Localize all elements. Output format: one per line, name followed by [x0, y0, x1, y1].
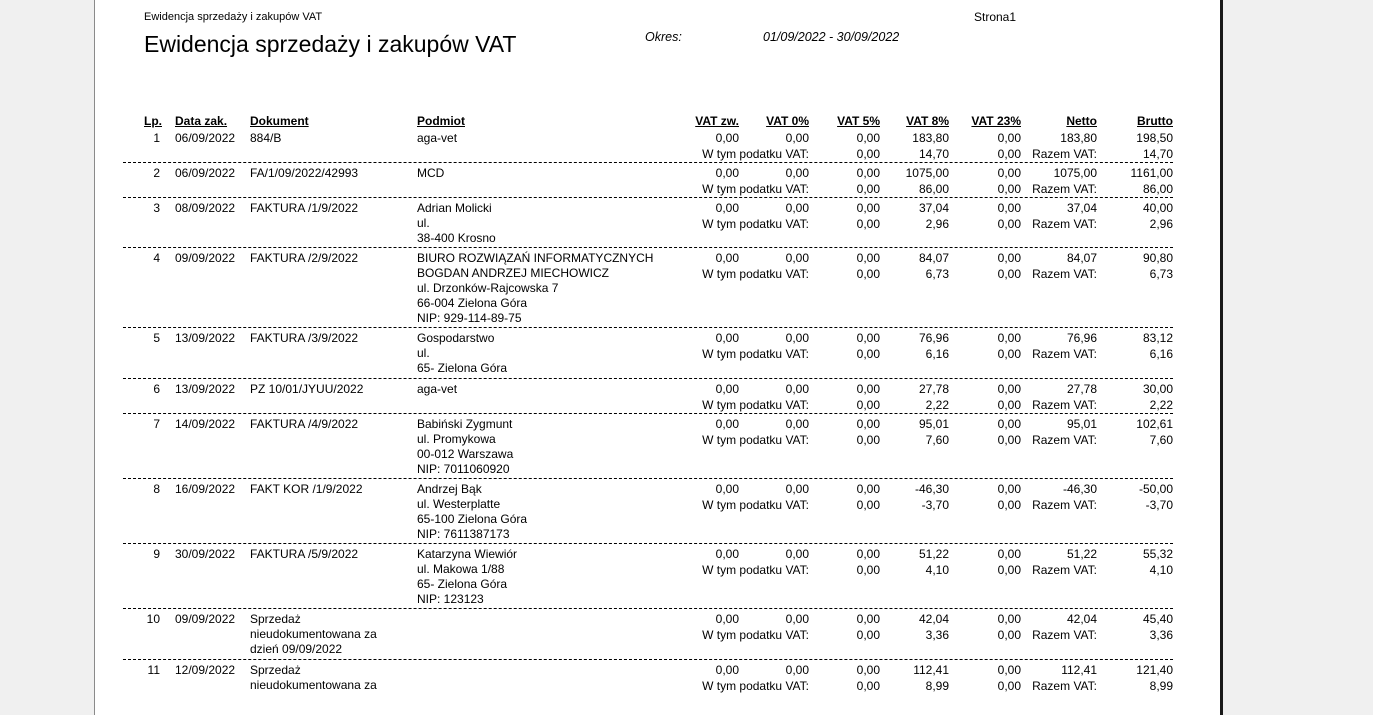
row-tax-5: 0,00: [856, 267, 880, 281]
row-tax-8: 3,36: [925, 628, 949, 642]
row-document-line: FAKTURA /2/9/2022: [250, 251, 359, 265]
row-separator: [123, 478, 1173, 479]
row-in-tax-label: W tym podatku VAT:: [702, 563, 809, 577]
row-lp: 8: [153, 482, 160, 496]
row-brutto: 55,32: [1142, 547, 1173, 561]
row-tax-8: 2,22: [925, 398, 949, 412]
row-tax-23: 0,00: [997, 498, 1021, 512]
row-date: 08/09/2022: [175, 201, 236, 215]
row-tax-8: 6,16: [925, 347, 949, 361]
row-subject-line: BOGDAN ANDRZEJ MIECHOWICZ: [417, 266, 610, 280]
row-subject-line: ul.: [417, 216, 430, 230]
row-vat-23: 0,00: [997, 663, 1021, 677]
row-vat-0: 0,00: [785, 251, 809, 265]
row-lp: 9: [153, 547, 160, 561]
row-vat-8: 42,04: [918, 612, 949, 626]
row-vat-23: 0,00: [997, 166, 1021, 180]
row-vat-5: 0,00: [856, 612, 880, 626]
row-netto: 95,01: [1066, 417, 1097, 431]
row-total-vat: 8,99: [1149, 679, 1173, 693]
row-vat-8: 84,07: [918, 251, 949, 265]
row-lp: 5: [153, 331, 160, 345]
row-tax-23: 0,00: [997, 563, 1021, 577]
row-tax-23: 0,00: [997, 217, 1021, 231]
row-subject-line: Babiński Zygmunt: [417, 417, 513, 431]
row-total-vat-label: Razem VAT:: [1032, 498, 1097, 512]
row-tax-23: 0,00: [997, 267, 1021, 281]
row-netto: 51,22: [1066, 547, 1097, 561]
row-brutto: 198,50: [1136, 131, 1173, 145]
row-tax-5: 0,00: [856, 628, 880, 642]
row-vat-zw: 0,00: [715, 612, 739, 626]
row-document-line: nieudokumentowana za: [250, 678, 377, 692]
row-vat-0: 0,00: [785, 201, 809, 215]
row-subject-line: NIP: 123123: [417, 592, 484, 606]
row-tax-23: 0,00: [997, 433, 1021, 447]
row-vat-8: 37,04: [918, 201, 949, 215]
row-tax-5: 0,00: [856, 147, 880, 161]
row-vat-5: 0,00: [856, 251, 880, 265]
row-document-line: FAKTURA /4/9/2022: [250, 417, 359, 431]
row-subject-line: ul.: [417, 346, 430, 360]
row-separator: [123, 247, 1173, 248]
row-vat-23: 0,00: [997, 417, 1021, 431]
row-total-vat: 6,73: [1149, 267, 1173, 281]
col-date: Data zak.: [175, 114, 228, 128]
row-lp: 2: [153, 166, 160, 180]
row-document-line: Sprzedaż: [250, 612, 301, 626]
row-subject-line: 65- Zielona Góra: [417, 361, 508, 375]
row-subject-line: ul. Westerplatte: [417, 497, 501, 511]
row-brutto: 90,80: [1142, 251, 1173, 265]
row-document-line: FAKT KOR /1/9/2022: [250, 482, 363, 496]
row-date: 09/09/2022: [175, 612, 236, 626]
row-subject-line: Andrzej Bąk: [417, 482, 482, 496]
row-vat-0: 0,00: [785, 417, 809, 431]
row-total-vat: 6,16: [1149, 347, 1173, 361]
row-subject-line: ul. Drzonków-Rajcowska 7: [417, 281, 559, 295]
row-tax-5: 0,00: [856, 433, 880, 447]
row-total-vat: 2,22: [1149, 398, 1173, 412]
row-total-vat-label: Razem VAT:: [1032, 182, 1097, 196]
row-total-vat-label: Razem VAT:: [1032, 679, 1097, 693]
row-vat-23: 0,00: [997, 612, 1021, 626]
row-lp: 1: [153, 131, 160, 145]
row-document-line: FA/1/09/2022/42993: [250, 166, 359, 180]
row-netto: 183,80: [1060, 131, 1097, 145]
row-vat-0: 0,00: [785, 663, 809, 677]
row-vat-23: 0,00: [997, 131, 1021, 145]
row-brutto: 1161,00: [1130, 166, 1173, 180]
row-vat-8: 27,78: [918, 382, 949, 396]
row-netto: 1075,00: [1053, 166, 1097, 180]
row-vat-8: 112,41: [913, 663, 949, 677]
row-subject-line: 66-004 Zielona Góra: [417, 296, 528, 310]
row-tax-5: 0,00: [856, 182, 880, 196]
row-subject-line: BIURO ROZWIĄZAŃ INFORMATYCZNYCH: [417, 251, 654, 265]
row-tax-8: 2,96: [925, 217, 949, 231]
page-number: Strona1: [974, 10, 1017, 24]
row-vat-8: 76,96: [918, 331, 949, 345]
row-subject-line: Katarzyna Wiewiór: [417, 547, 518, 561]
row-tax-23: 0,00: [997, 398, 1021, 412]
row-lp: 7: [153, 417, 160, 431]
row-date: 09/09/2022: [175, 251, 236, 265]
row-subject-line: NIP: 7011060920: [417, 462, 510, 476]
row-separator: [123, 543, 1173, 544]
row-total-vat-label: Razem VAT:: [1032, 147, 1097, 161]
row-tax-23: 0,00: [997, 679, 1021, 693]
col-document: Dokument: [250, 114, 309, 128]
period-value: 01/09/2022 - 30/09/2022: [763, 30, 900, 44]
row-date: 06/09/2022: [175, 131, 236, 145]
row-netto: 112,41: [1061, 663, 1097, 677]
row-tax-23: 0,00: [997, 347, 1021, 361]
row-brutto: 83,12: [1142, 331, 1173, 345]
row-vat-5: 0,00: [856, 201, 880, 215]
col-vat-0: VAT 0%: [766, 114, 809, 128]
row-vat-5: 0,00: [856, 663, 880, 677]
row-total-vat: 7,60: [1149, 433, 1173, 447]
row-document-line: FAKTURA /3/9/2022: [250, 331, 359, 345]
row-vat-0: 0,00: [785, 382, 809, 396]
row-vat-8: 51,22: [918, 547, 949, 561]
row-lp: 4: [153, 251, 160, 265]
row-total-vat-label: Razem VAT:: [1032, 433, 1097, 447]
row-tax-23: 0,00: [997, 182, 1021, 196]
row-vat-5: 0,00: [856, 331, 880, 345]
row-subject-line: ul. Makowa 1/88: [417, 562, 505, 576]
row-subject-line: 65-100 Zielona Góra: [417, 512, 528, 526]
col-brutto: Brutto: [1137, 114, 1173, 128]
period-label: Okres:: [645, 30, 682, 44]
row-vat-5: 0,00: [856, 547, 880, 561]
row-total-vat: 86,00: [1142, 182, 1173, 196]
row-separator: [123, 378, 1173, 379]
row-date: 13/09/2022: [175, 331, 236, 345]
col-vat-23: VAT 23%: [971, 114, 1021, 128]
row-total-vat-label: Razem VAT:: [1032, 628, 1097, 642]
row-tax-8: 7,60: [925, 433, 949, 447]
row-vat-5: 0,00: [856, 382, 880, 396]
row-subject-line: NIP: 929-114-89-75: [417, 311, 522, 325]
row-subject-line: NIP: 7611387173: [417, 527, 510, 541]
row-tax-5: 0,00: [856, 498, 880, 512]
row-tax-5: 0,00: [856, 217, 880, 231]
row-document-line: Sprzedaż: [250, 663, 301, 677]
col-vat-zw: VAT zw.: [695, 114, 739, 128]
row-vat-23: 0,00: [997, 382, 1021, 396]
row-subject-line: Adrian Molicki: [417, 201, 492, 215]
row-tax-8: 4,10: [925, 563, 949, 577]
row-vat-zw: 0,00: [715, 166, 739, 180]
row-vat-zw: 0,00: [715, 382, 739, 396]
col-subject: Podmiot: [417, 114, 465, 128]
row-total-vat: -3,70: [1145, 498, 1173, 512]
col-vat-5: VAT 5%: [837, 114, 880, 128]
row-subject-line: 00-012 Warszawa: [417, 447, 514, 461]
row-vat-0: 0,00: [785, 612, 809, 626]
row-date: 13/09/2022: [175, 382, 236, 396]
row-tax-8: 86,00: [918, 182, 949, 196]
row-subject-line: 38-400 Krosno: [417, 231, 496, 245]
row-subject-line: ul. Promykowa: [417, 432, 496, 446]
row-lp: 10: [146, 612, 160, 626]
row-vat-5: 0,00: [856, 417, 880, 431]
row-vat-0: 0,00: [785, 331, 809, 345]
col-lp: Lp.: [144, 114, 162, 128]
row-vat-23: 0,00: [997, 482, 1021, 496]
row-vat-zw: 0,00: [715, 663, 739, 677]
row-brutto: 45,40: [1142, 612, 1173, 626]
row-document-line: nieudokumentowana za: [250, 627, 377, 641]
row-tax-8: 14,70: [918, 147, 949, 161]
row-vat-23: 0,00: [997, 331, 1021, 345]
row-tax-5: 0,00: [856, 347, 880, 361]
row-separator: [123, 327, 1173, 328]
row-vat-0: 0,00: [785, 166, 809, 180]
row-tax-5: 0,00: [856, 398, 880, 412]
row-date: 06/09/2022: [175, 166, 236, 180]
row-vat-8: 183,80: [912, 131, 949, 145]
row-vat-5: 0,00: [856, 131, 880, 145]
row-vat-zw: 0,00: [715, 331, 739, 345]
row-tax-8: 8,99: [925, 679, 949, 693]
row-separator: [123, 162, 1173, 163]
row-in-tax-label: W tym podatku VAT:: [702, 498, 809, 512]
row-brutto: -50,00: [1138, 482, 1173, 496]
row-lp: 3: [153, 201, 160, 215]
row-vat-zw: 0,00: [715, 482, 739, 496]
row-separator: [123, 413, 1173, 414]
row-total-vat-label: Razem VAT:: [1032, 398, 1097, 412]
row-date: 14/09/2022: [175, 417, 236, 431]
row-subject-line: aga-vet: [417, 131, 458, 145]
report-header-small: Ewidencja sprzedaży i zakupów VAT: [144, 11, 323, 23]
col-netto: Netto: [1066, 114, 1097, 128]
row-in-tax-label: W tym podatku VAT:: [702, 182, 809, 196]
row-vat-zw: 0,00: [715, 201, 739, 215]
row-subject-line: MCD: [417, 166, 445, 180]
row-subject-line: 65- Zielona Góra: [417, 577, 508, 591]
row-separator: [123, 197, 1173, 198]
row-vat-23: 0,00: [997, 251, 1021, 265]
col-vat-8: VAT 8%: [906, 114, 949, 128]
row-total-vat: 14,70: [1142, 147, 1173, 161]
row-tax-23: 0,00: [997, 147, 1021, 161]
row-vat-8: -46,30: [914, 482, 949, 496]
row-vat-23: 0,00: [997, 201, 1021, 215]
row-netto: -46,30: [1062, 482, 1097, 496]
row-separator: [123, 659, 1173, 660]
row-total-vat-label: Razem VAT:: [1032, 217, 1097, 231]
row-brutto: 30,00: [1142, 382, 1173, 396]
row-date: 16/09/2022: [175, 482, 236, 496]
row-vat-8: 95,01: [918, 417, 949, 431]
report-title: Ewidencja sprzedaży i zakupów VAT: [144, 31, 517, 57]
row-vat-0: 0,00: [785, 482, 809, 496]
row-vat-0: 0,00: [785, 131, 809, 145]
row-document-line: dzień 09/09/2022: [250, 642, 343, 656]
row-lp: 11: [147, 663, 160, 677]
row-separator: [123, 608, 1173, 609]
row-tax-23: 0,00: [997, 628, 1021, 642]
row-document-line: FAKTURA /1/9/2022: [250, 201, 359, 215]
row-vat-zw: 0,00: [715, 251, 739, 265]
row-vat-5: 0,00: [856, 482, 880, 496]
row-vat-zw: 0,00: [715, 547, 739, 561]
row-lp: 6: [153, 382, 160, 396]
row-total-vat-label: Razem VAT:: [1032, 267, 1097, 281]
row-in-tax-label: W tym podatku VAT:: [702, 679, 809, 693]
row-vat-8: 1075,00: [905, 166, 949, 180]
row-date: 12/09/2022: [175, 663, 236, 677]
row-netto: 37,04: [1066, 201, 1097, 215]
row-tax-5: 0,00: [856, 563, 880, 577]
row-in-tax-label: W tym podatku VAT:: [702, 398, 809, 412]
row-brutto: 102,61: [1136, 417, 1173, 431]
row-in-tax-label: W tym podatku VAT:: [702, 628, 809, 642]
row-total-vat: 2,96: [1149, 217, 1173, 231]
row-in-tax-label: W tym podatku VAT:: [702, 267, 809, 281]
row-tax-8: 6,73: [925, 267, 949, 281]
row-vat-zw: 0,00: [715, 417, 739, 431]
row-total-vat-label: Razem VAT:: [1032, 347, 1097, 361]
row-document-line: PZ 10/01/JYUU/2022: [250, 382, 364, 396]
row-in-tax-label: W tym podatku VAT:: [702, 433, 809, 447]
row-subject-line: aga-vet: [417, 382, 458, 396]
row-vat-5: 0,00: [856, 166, 880, 180]
row-date: 30/09/2022: [175, 547, 236, 561]
row-netto: 27,78: [1066, 382, 1097, 396]
row-in-tax-label: W tym podatku VAT:: [702, 347, 809, 361]
row-in-tax-label: W tym podatku VAT:: [702, 217, 809, 231]
row-brutto: 121,40: [1136, 663, 1173, 677]
row-vat-0: 0,00: [785, 547, 809, 561]
row-netto: 84,07: [1066, 251, 1097, 265]
row-total-vat: 3,36: [1149, 628, 1173, 642]
row-netto: 42,04: [1066, 612, 1097, 626]
row-total-vat-label: Razem VAT:: [1032, 563, 1097, 577]
row-tax-8: -3,70: [921, 498, 949, 512]
report-page: [94, 0, 1223, 715]
row-brutto: 40,00: [1142, 201, 1173, 215]
row-total-vat: 4,10: [1149, 563, 1173, 577]
row-netto: 76,96: [1066, 331, 1097, 345]
row-document-line: 884/B: [250, 131, 282, 145]
row-subject-line: Gospodarstwo: [417, 331, 495, 345]
row-vat-23: 0,00: [997, 547, 1021, 561]
row-vat-zw: 0,00: [715, 131, 739, 145]
row-in-tax-label: W tym podatku VAT:: [702, 147, 809, 161]
row-document-line: FAKTURA /5/9/2022: [250, 547, 359, 561]
row-tax-5: 0,00: [856, 679, 880, 693]
